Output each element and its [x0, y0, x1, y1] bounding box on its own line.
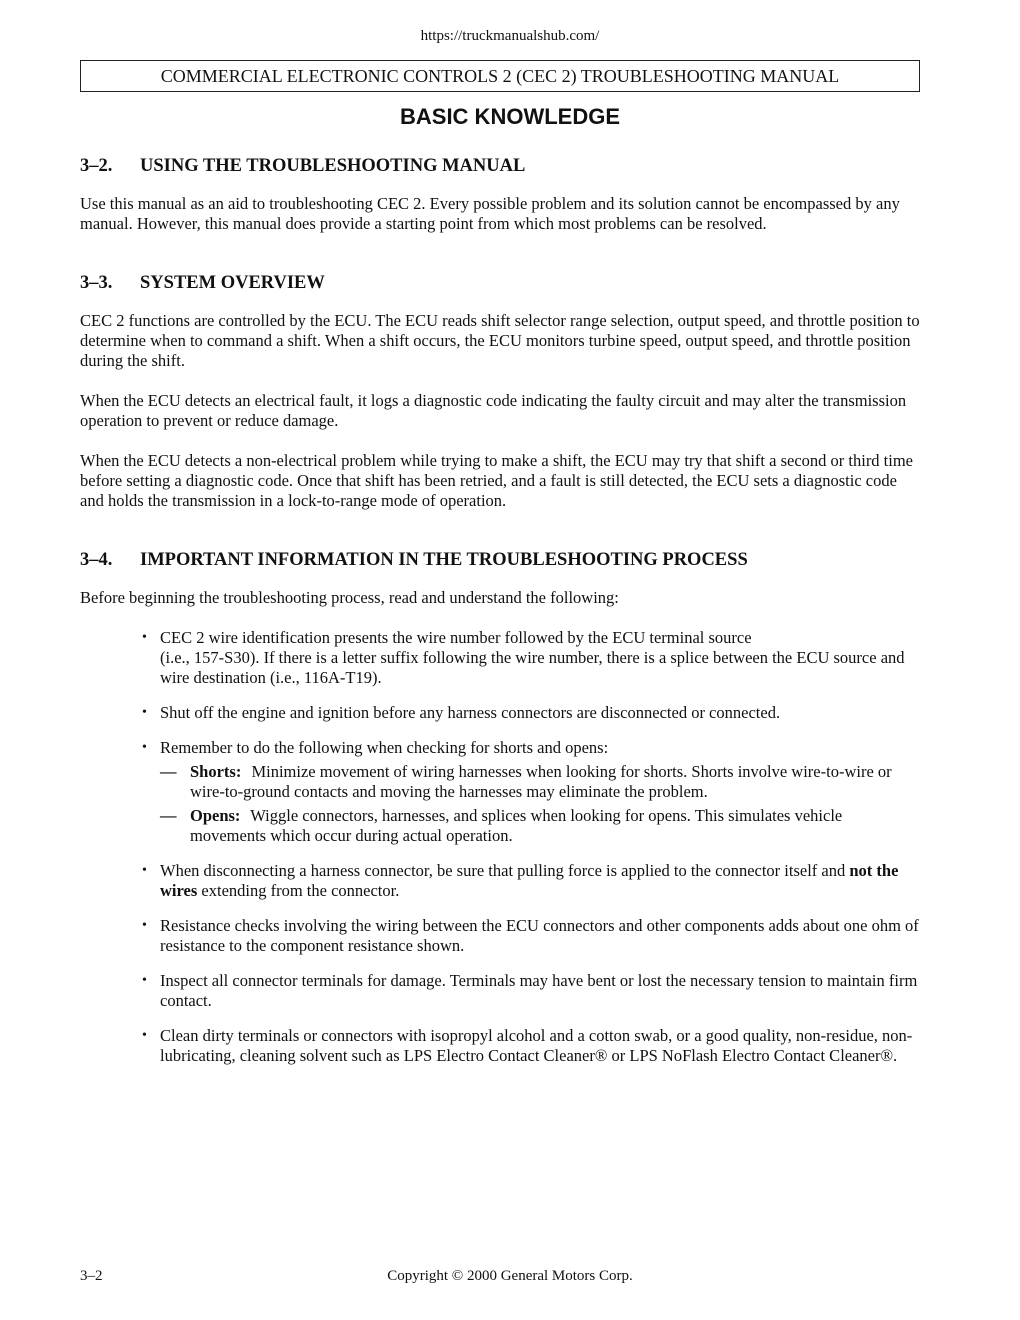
sub-item-shorts	[160, 762, 920, 802]
bullet-text: Remember to do the following when checking for shorts and opens:	[160, 738, 609, 757]
section-3-2	[80, 155, 920, 234]
section-number: 3–3.	[80, 273, 113, 293]
sub-item-opens	[160, 806, 920, 846]
bullet-text: Clean dirty terminals or connectors with isopropyl alcohol and a cotton swab, or a good quality, non-residue, non-lubricating, cleaning solvent such as LPS Electro Contact Cleaner® or LPS NoFlash Electro Contact Cleaner®.	[160, 1026, 913, 1065]
bullet-text: CEC 2 wire identification presents the wire number followed by the ECU terminal source	[160, 628, 752, 647]
bullet-text: extending from the connector.	[201, 881, 400, 900]
section-intro: Before beginning the troubleshooting process, read and understand the following:	[80, 588, 619, 607]
page-number: 3–2	[80, 1268, 103, 1284]
bullet-item	[160, 861, 920, 901]
bullet-text: (i.e., 157-S30). If there is a letter suffix following the wire number, there is a splice between the ECU source and wire destination (i.e., 116A-T19).	[160, 648, 905, 687]
section-heading	[80, 155, 920, 177]
section-number: 3–2.	[80, 156, 113, 176]
section-number: 3–4.	[80, 550, 113, 570]
bullet-emphasis: not the wires	[160, 861, 899, 900]
bullet-item	[160, 1026, 920, 1066]
info-bullet-list	[80, 628, 920, 1066]
section-title: SYSTEM OVERVIEW	[140, 273, 325, 293]
section-title: IMPORTANT INFORMATION IN THE TROUBLESHOOTING PROCESS	[140, 550, 748, 570]
bullet-text: When disconnecting a harness connector, be sure that pulling force is applied to the connector itself and	[160, 861, 846, 880]
manual-header: COMMERCIAL ELECTRONIC CONTROLS 2 (CEC 2) TROUBLESHOOTING MANUAL	[80, 60, 920, 92]
page-title: BASIC KNOWLEDGE	[400, 104, 620, 129]
paragraph: CEC 2 functions are controlled by the ECU. The ECU reads shift selector range selection, output speed, and throttle position to determine when to command a shift. When a shift occurs, the ECU monitors turbine speed, output speed, and throttle position during the shift.	[80, 311, 920, 370]
page-content	[80, 155, 920, 1081]
sub-item-text: Wiggle connectors, harnesses, and splices when looking for opens. This simulates vehicle movements which occur during actual operation.	[190, 806, 843, 845]
bullet-item	[160, 628, 920, 688]
paragraph: When the ECU detects a non-electrical problem while trying to make a shift, the ECU may try that shift a second or third time before setting a diagnostic code. Once that shift has been retried, and a fault is still detected, the ECU sets a diagnostic code and holds the transmission in a lock-to-range mode of operation.	[80, 451, 914, 510]
section-heading	[80, 272, 920, 294]
bullet-item	[160, 916, 920, 956]
section-3-3	[80, 272, 920, 511]
section-heading	[80, 549, 920, 571]
source-url[interactable]: https://truckmanualshub.com/	[420, 28, 600, 44]
bullet-item	[160, 703, 920, 723]
bullet-text: Resistance checks involving the wiring between the ECU connectors and other components adds about one ohm of resistance to the component resistance shown.	[160, 916, 919, 955]
paragraph: When the ECU detects an electrical fault, it logs a diagnostic code indicating the faulty circuit and may alter the transmission operation to prevent or reduce damage.	[80, 391, 907, 430]
bullet-text: Shut off the engine and ignition before any harness connectors are disconnected or connected.	[160, 703, 781, 722]
bullet-item	[160, 738, 920, 846]
section-title: USING THE TROUBLESHOOTING MANUAL	[140, 156, 526, 176]
sub-item-text: Minimize movement of wiring harnesses when looking for shorts. Shorts involve wire-to-wire or wire-to-ground contacts and moving the harnesses may eliminate the problem.	[190, 762, 892, 801]
sub-item-label: Shorts:	[190, 762, 242, 781]
paragraph: Use this manual as an aid to troubleshooting CEC 2. Every possible problem and its solution cannot be encompassed by any manual. However, this manual does provide a starting point from which most problems can be resolved.	[80, 194, 900, 233]
bullet-text: Inspect all connector terminals for damage. Terminals may have bent or lost the necessary tension to maintain firm contact.	[160, 971, 918, 1010]
sub-item-label: Opens:	[190, 806, 241, 825]
bullet-item	[160, 971, 920, 1011]
copyright-notice: Copyright © 2000 General Motors Corp.	[387, 1268, 633, 1284]
section-3-4	[80, 549, 920, 1066]
